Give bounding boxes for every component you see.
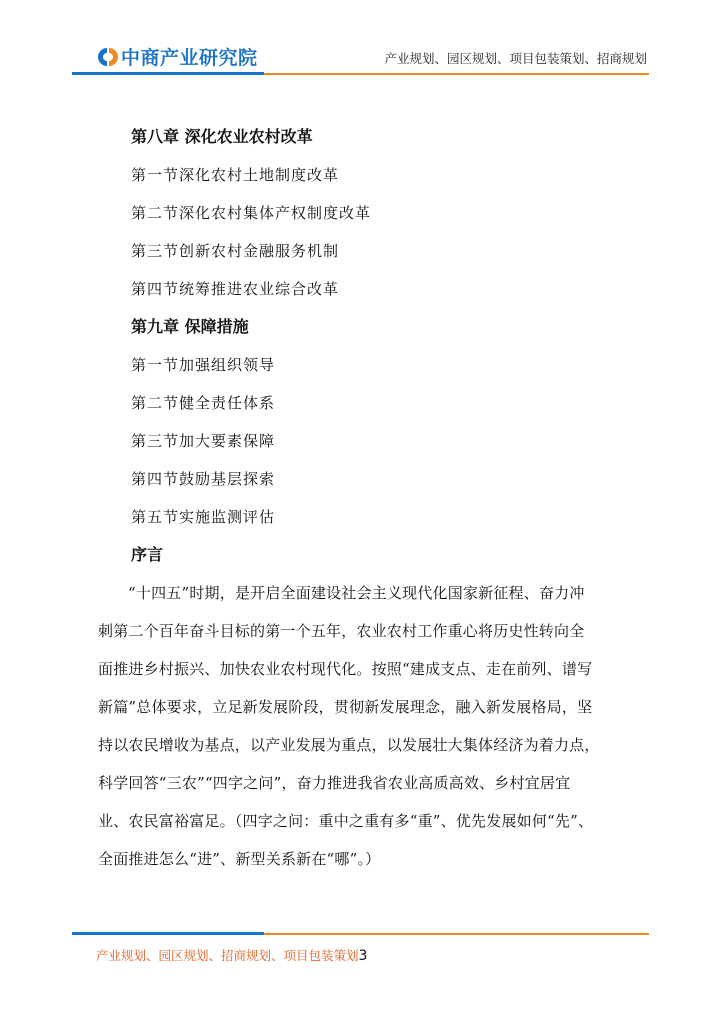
footer-rule-blue xyxy=(72,932,264,935)
preface-line: 面推进乡村振兴、加快农业农村现代化。按照“建成支点、走在前列、谱写 xyxy=(98,660,593,678)
page-footer xyxy=(96,946,367,964)
header-rule-blue xyxy=(72,72,264,75)
preface-line: 持以农民增收为基点，以产业发展为重点，以发展壮大集体经济为着力点， xyxy=(98,736,600,754)
footer-rule-orange xyxy=(264,933,649,935)
company-logo xyxy=(96,43,258,70)
chapter-9-section: 第五节实施监测评估 xyxy=(131,508,276,526)
chapter-8-section: 第二节深化农村集体产权制度改革 xyxy=(131,204,372,222)
chapter-8-section: 第三节创新农村金融服务机制 xyxy=(131,242,340,260)
header-rule-orange xyxy=(264,73,649,75)
logo-text: 中商产业研究院 xyxy=(121,47,258,69)
chapter-9-section: 第四节鼓励基层探索 xyxy=(131,470,276,488)
header-tagline: 产业规划、园区规划、项目包装策划、招商规划 xyxy=(384,51,647,66)
page-number: 3 xyxy=(358,948,368,964)
chapter-9-section: 第三节加大要素保障 xyxy=(131,432,276,450)
chapter-9-section: 第一节加强组织领导 xyxy=(131,356,276,374)
logo-icon xyxy=(96,46,118,68)
chapter-9-section: 第二节健全责任体系 xyxy=(131,394,276,412)
preface-line: “十四五”时期，是开启全面建设社会主义现代化国家新征程、奋力冲 xyxy=(128,584,585,602)
preface-line: 刺第二个百年奋斗目标的第一个五年，农业农村工作重心将历史性转向全 xyxy=(98,622,585,640)
preface-paragraph xyxy=(98,574,658,878)
chapter-8-title: 第八章 深化农业农村改革 xyxy=(131,127,313,146)
preface-line: 新篇”总体要求，立足新发展阶段，贯彻新发展理念，融入新发展格局，坚 xyxy=(98,698,593,716)
chapter-9-title: 第九章 保障措施 xyxy=(131,317,249,336)
document-body xyxy=(98,118,658,878)
page-header xyxy=(0,0,724,80)
preface-title: 序言 xyxy=(131,545,164,564)
footer-tagline: 产业规划、园区规划、招商规划、项目包装策划 xyxy=(96,948,359,963)
preface-line: 科学回答“三农”“四字之问”，奋力推进我省农业高质高效、乡村宜居宜 xyxy=(98,774,571,792)
chapter-8-section: 第一节深化农村土地制度改革 xyxy=(131,166,340,184)
preface-line: 业、农民富裕富足。（四字之问：重中之重有多“重”、优先发展如何“先”、 xyxy=(98,812,594,830)
chapter-8-section: 第四节统筹推进农业综合改革 xyxy=(131,280,340,298)
preface-line: 全面推进怎么“进”、新型关系新在“哪”。） xyxy=(98,850,381,868)
